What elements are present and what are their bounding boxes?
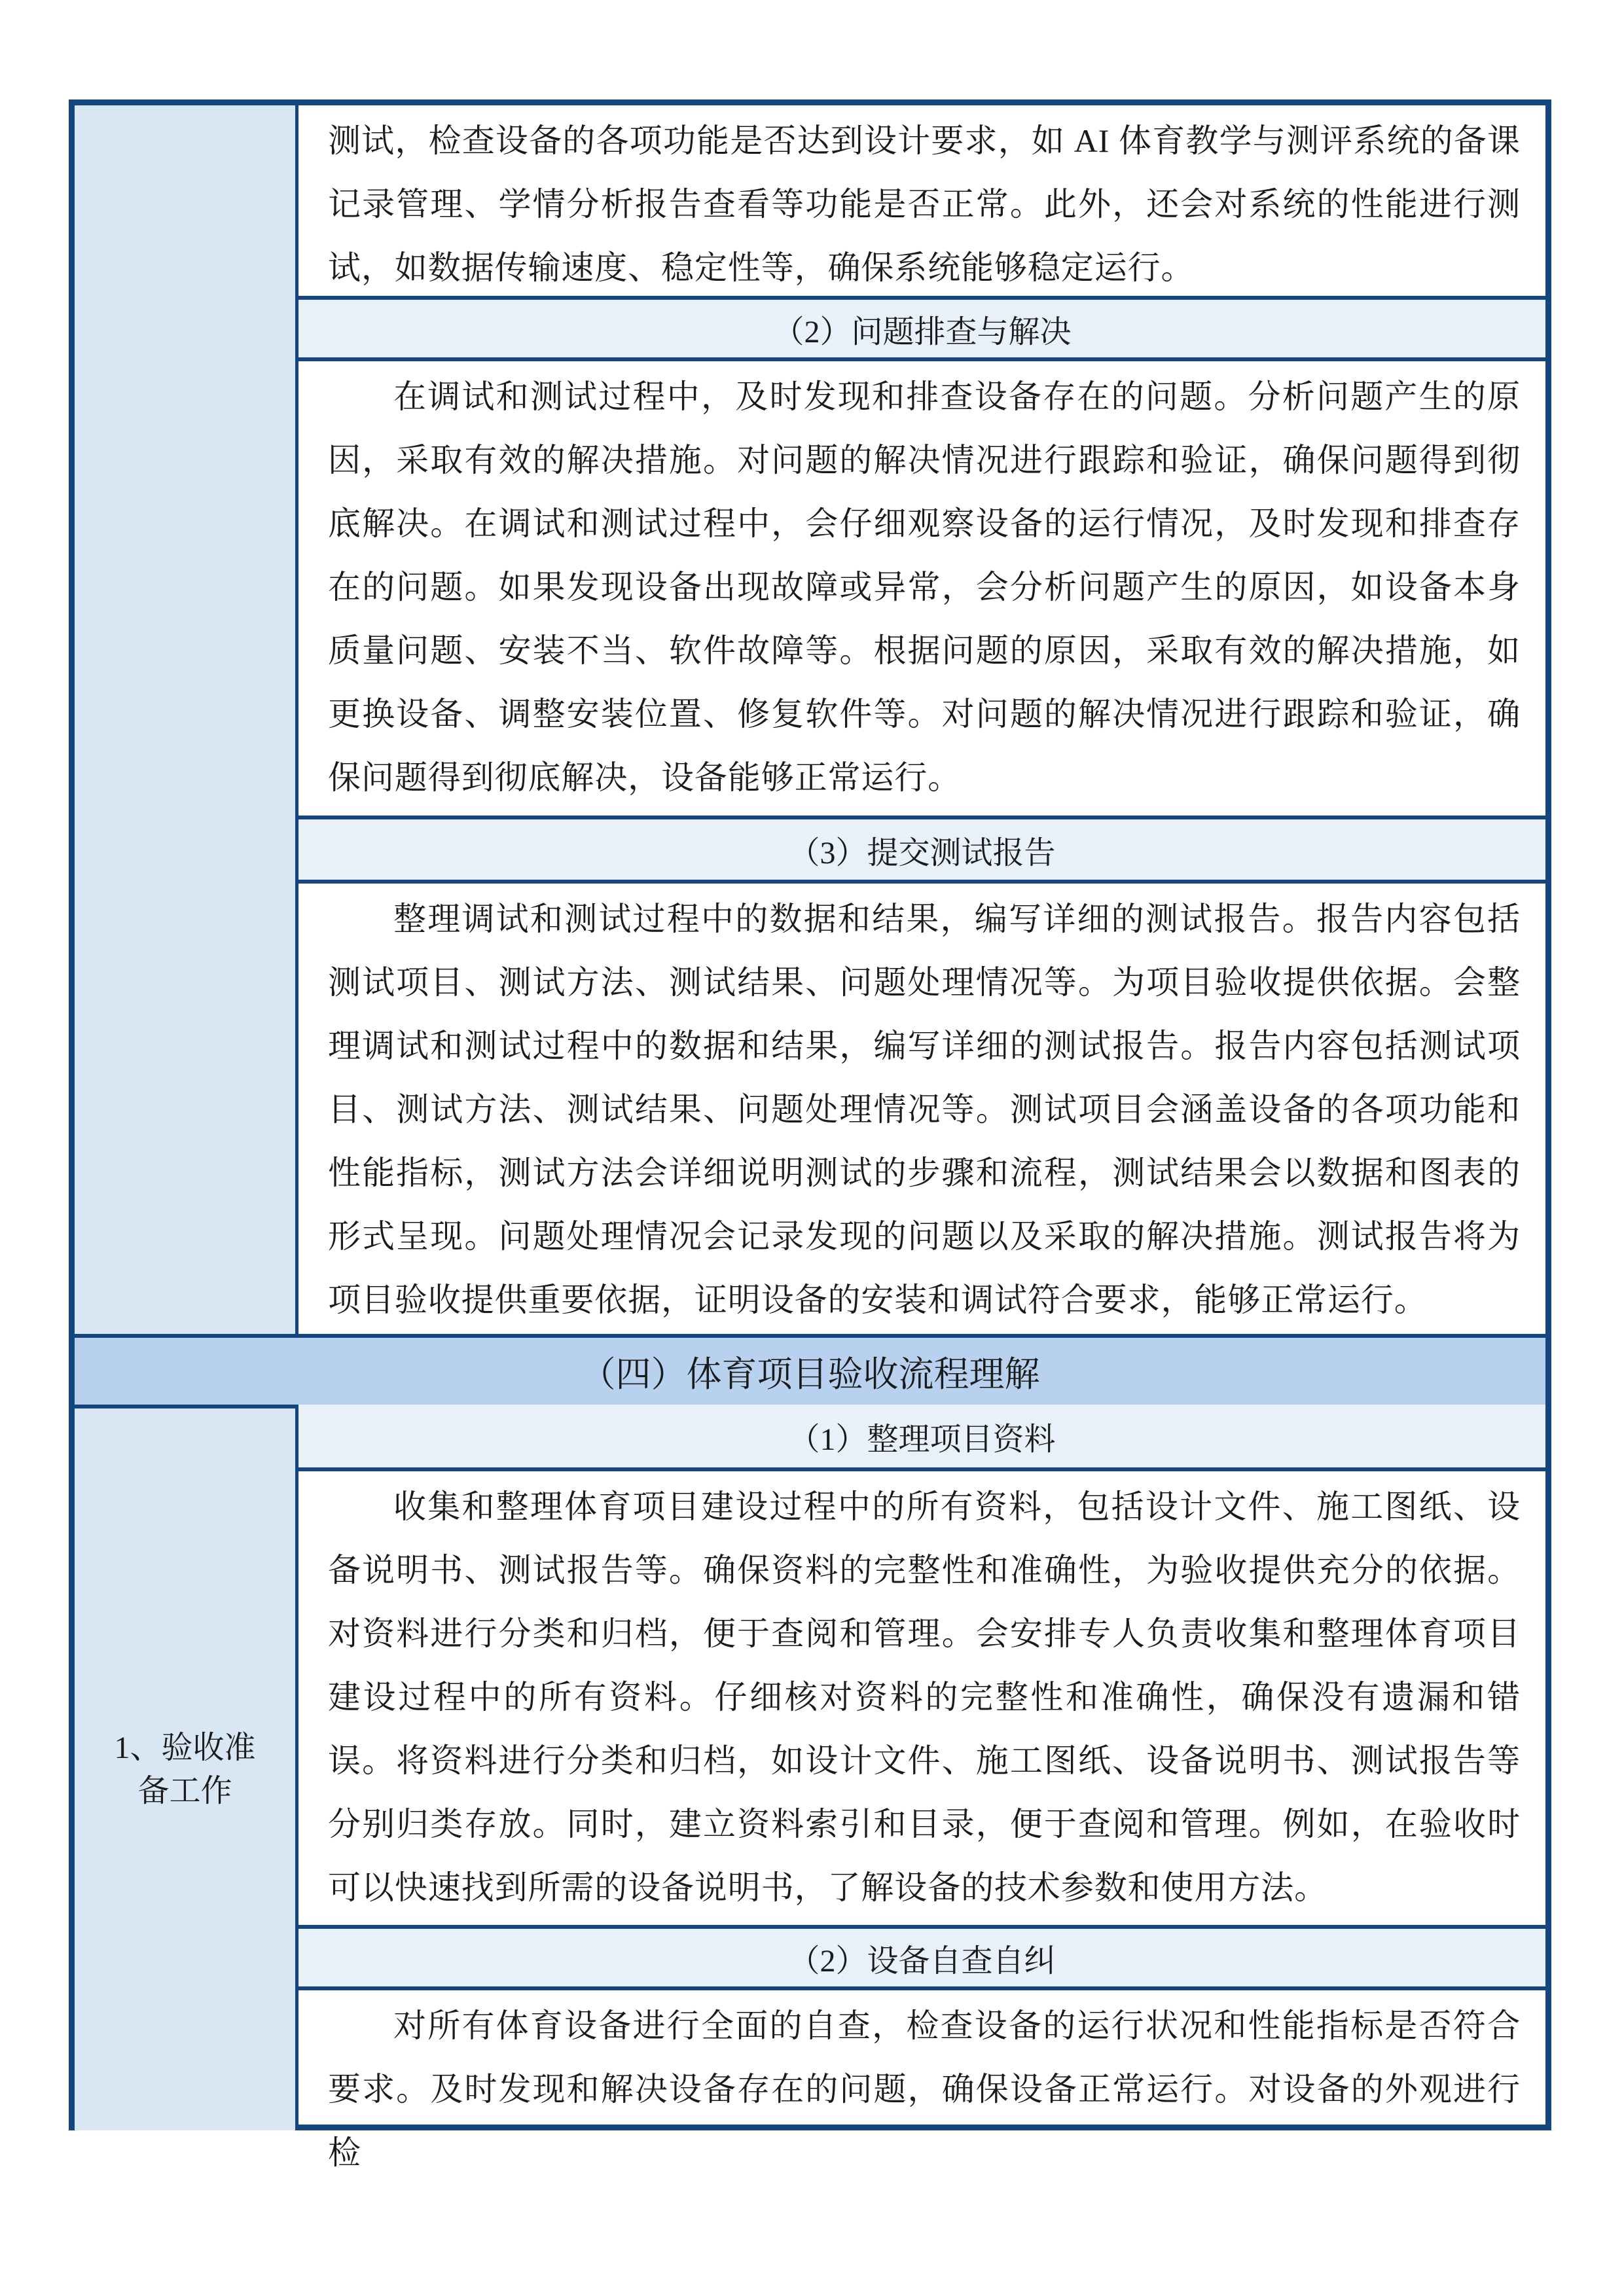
left-column-cell-empty xyxy=(75,105,298,1334)
paragraph: 对所有体育设备进行全面的自查，检查设备的运行状况和性能指标是否符合要求。及时发现和解决设备存在的问题，确保设备正常运行。对设备的外观进行检 xyxy=(328,2007,1521,2171)
subheader-title: （2）设备自查自纠 xyxy=(788,1943,1056,1979)
subheader-title: （1）整理项目资料 xyxy=(788,1422,1056,1457)
subheader-organize-materials xyxy=(298,1405,1545,1471)
organize-materials-text xyxy=(298,1471,1545,1927)
subheader-title: （2）问题排查与解决 xyxy=(772,314,1072,350)
paragraph: 收集和整理体育项目建设过程中的所有资料，包括设计文件、施工图纸、设备说明书、测试报告等。确保资料的完整性和准确性，为验收提供充分的依据。对资料进行分类和归档，便于查阅和管理。会安排专人负责收集和整理体育项目建设过程中的所有资料。仔细核对资料的完整性和准确性，确保没有遗漏和错误。将资料进行分类和归档，如设计文件、施工图纸、设备说明书、测试报告等分别归类存放。同时，建立资料索引和目录，便于查阅和管理。例如，在验收时可以快速找到所需的设备说明书，了解设备的技术参数和使用方法。 xyxy=(328,1488,1521,1906)
content-table xyxy=(69,99,1551,2171)
subheader-self-inspection xyxy=(298,1925,1545,1990)
paragraph: 在调试和测试过程中，及时发现和排查设备存在的问题。分析问题产生的原因，采取有效的解决措施。对问题的解决情况进行跟踪和验证，确保问题得到彻底解决。在调试和测试过程中，会仔细观察设备的运行情况，及时发现和排查存在的问题。如果发现设备出现故障或异常，会分析问题产生的原因，如设备本身质量问题、安装不当、软件故障等。根据问题的原因，采取有效的解决措施，如更换设备、调整安装位置、修复软件等。对问题的解决情况进行跟踪和验证，确保问题得到彻底解决，设备能够正常运行。 xyxy=(328,378,1521,796)
problem-troubleshooting-text xyxy=(298,361,1545,819)
self-inspection-text xyxy=(298,1990,1545,2171)
paragraph: 整理调试和测试过程中的数据和结果，编写详细的测试报告。报告内容包括测试项目、测试方法、测试结果、问题处理情况等。为项目验收提供依据。会整理调试和测试过程中的数据和结果，编写详细的测试报告。报告内容包括测试项目、测试方法、测试结果、问题处理情况等。测试项目会涵盖设备的各项功能和性能指标，测试方法会详细说明测试的步骤和流程，测试结果会以数据和图表的形式呈现。问题处理情况会记录发现的问题以及采取的解决措施。测试报告将为项目验收提供重要依据，证明设备的安装和调试符合要求，能够正常运行。 xyxy=(328,901,1521,1318)
subheader-test-report xyxy=(298,816,1545,884)
section-title: （四）体育项目验收流程理解 xyxy=(580,1354,1040,1394)
continued-paragraph: 测试，检查设备的各项功能是否达到设计要求，如 AI 体育教学与测评系统的备课记录管理、学情分析报告查看等功能是否正常。此外，还会对系统的性能进行测试，如数据传输速度、稳定性等，确保系统能够稳定运行。 xyxy=(328,122,1521,286)
subheader-problem-troubleshooting xyxy=(298,296,1545,361)
test-report-text xyxy=(298,884,1545,1335)
subheader-title: （3）提交测试报告 xyxy=(788,835,1056,870)
row-label-cell xyxy=(75,1408,298,2130)
continued-text-cell xyxy=(298,105,1545,296)
row-label: 1、验收准备工作 xyxy=(114,1730,256,1808)
section-header xyxy=(75,1334,1545,1408)
